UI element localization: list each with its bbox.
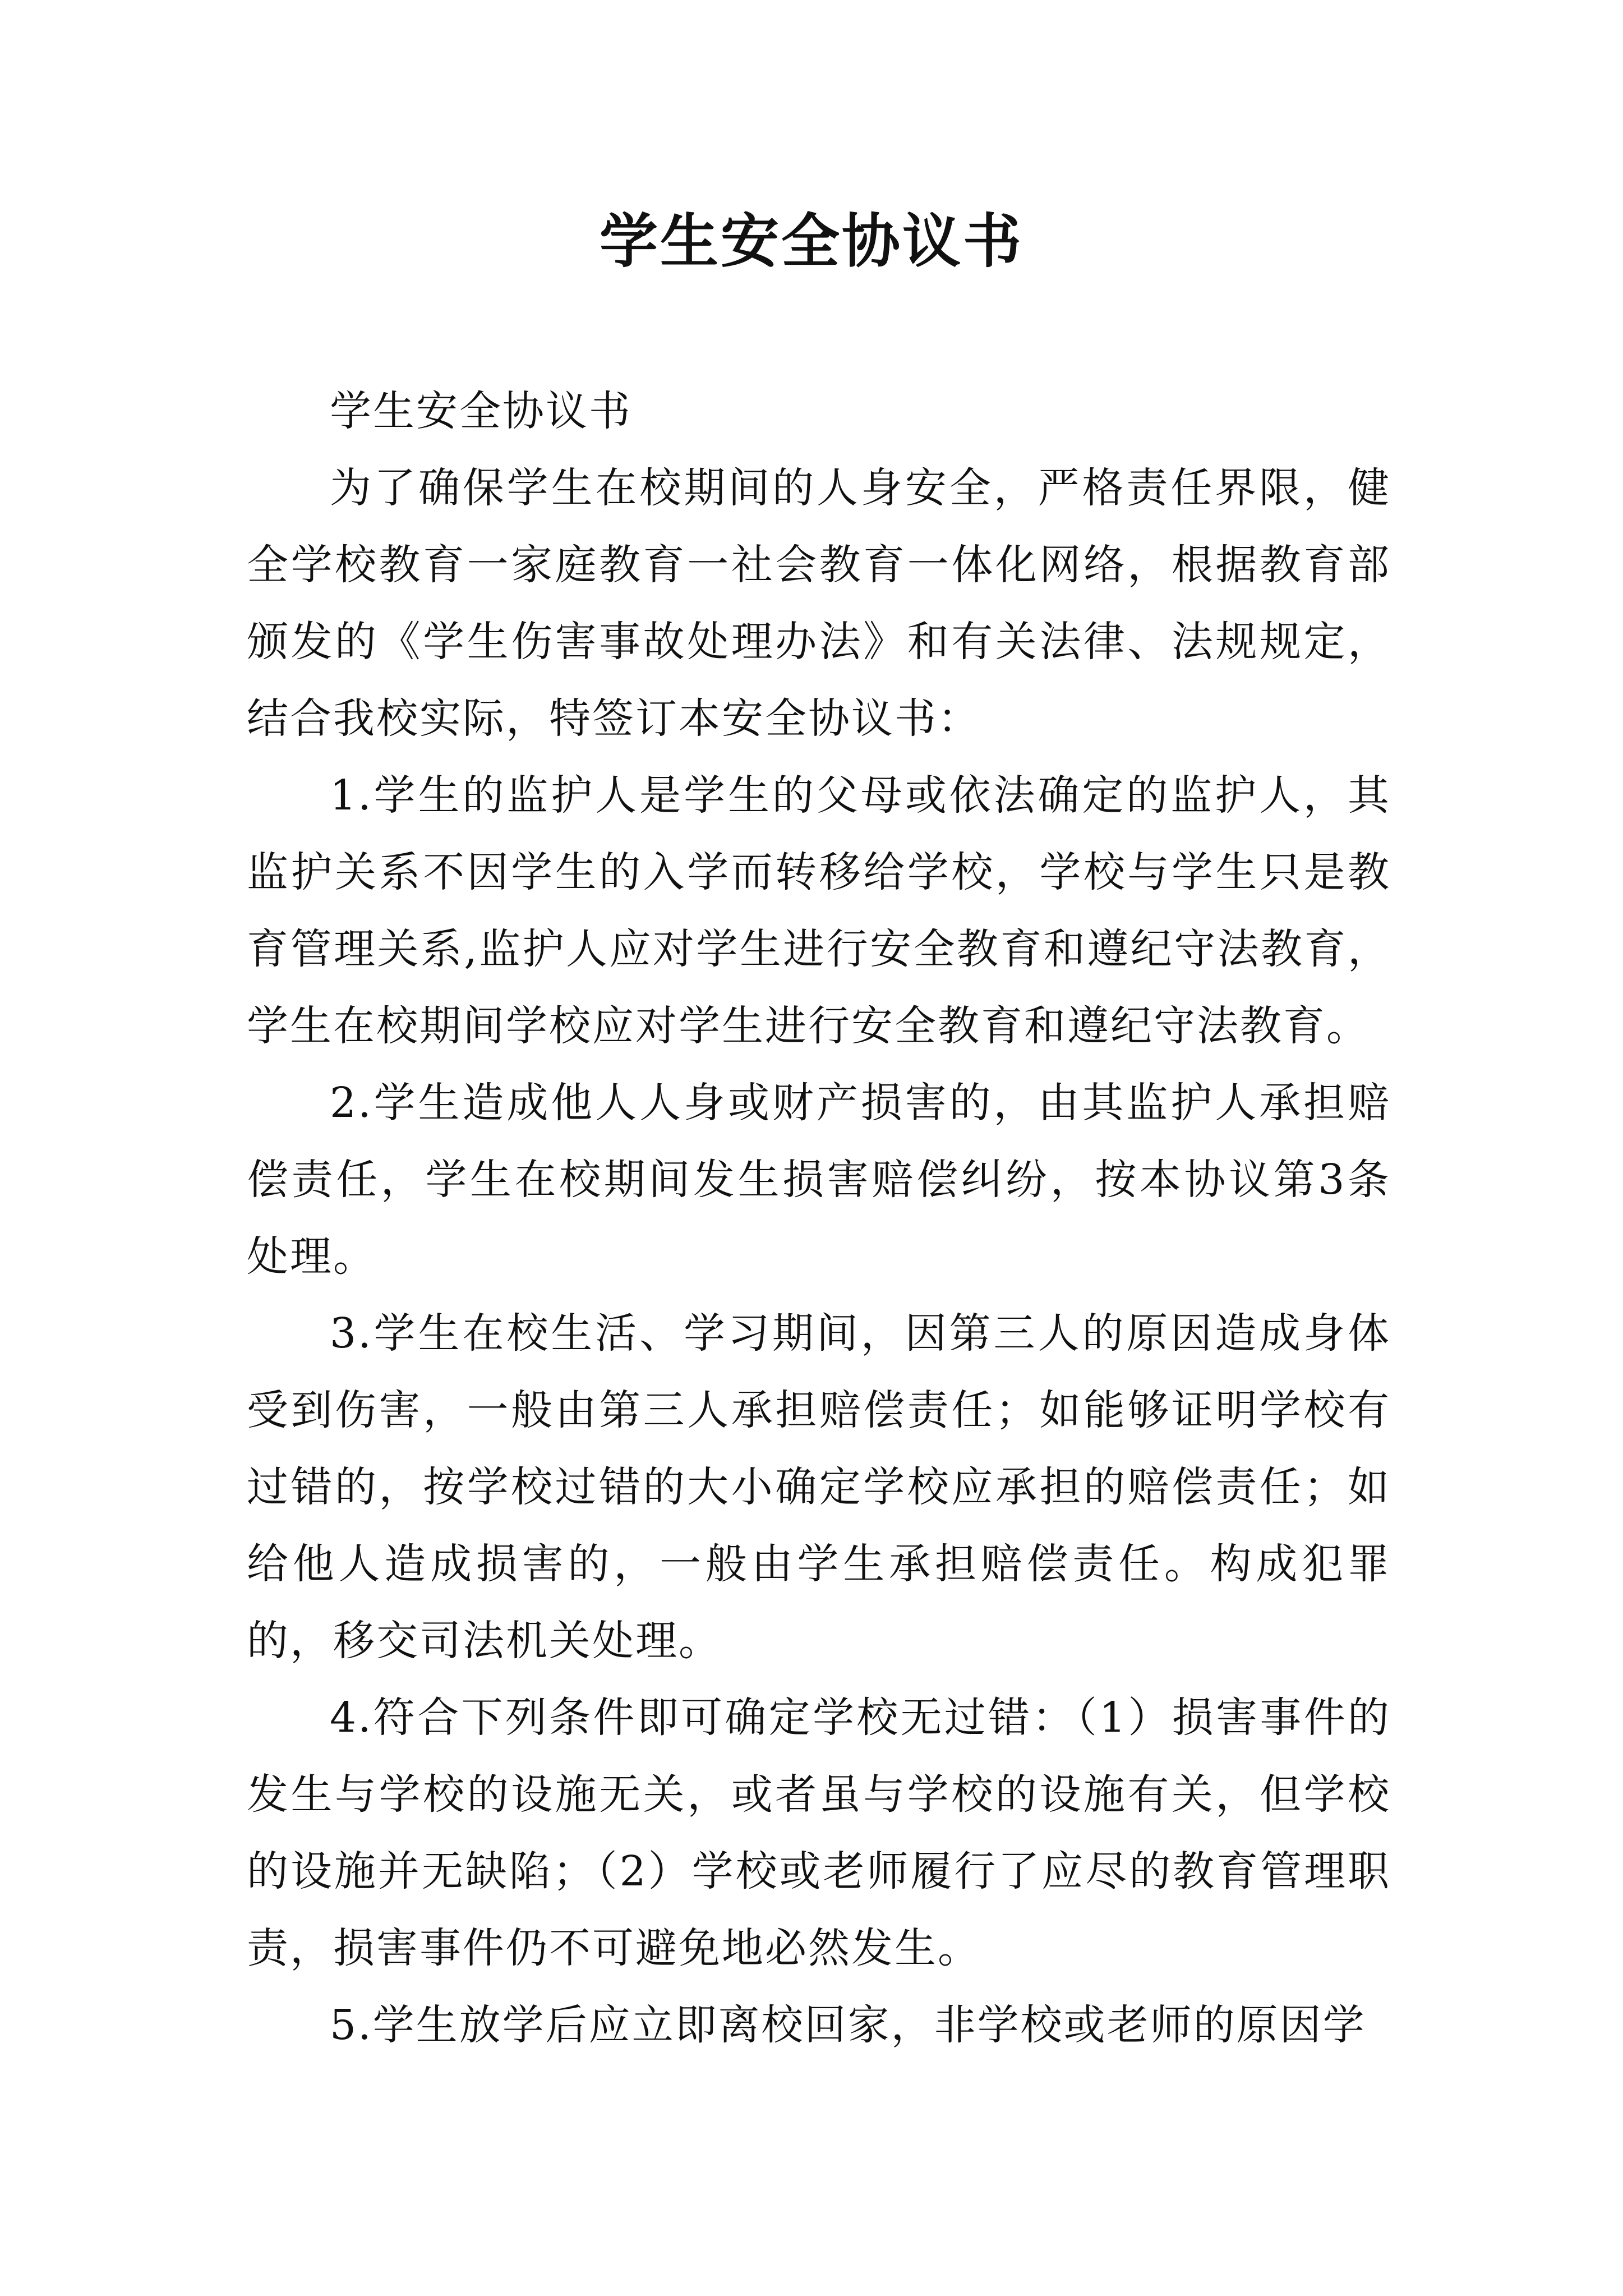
document-title: 学生安全协议书 — [599, 206, 1023, 275]
paragraph-clause-5: 5.学生放学后应立即离校回家，非学校或老师的原因学 — [330, 2001, 1366, 2049]
paragraph-intro: 为了确保学生在校期间的人身安全，严格责任界限，健全学校教育一家庭教育一社会教育一体化网络，根据教育部颁发的《学生伤害事故处理办法》和有关法律、法规规定，结合我校实际，特签订本安全协议书： — [247, 464, 1391, 743]
paragraph-clause-4: 4.符合下列条件即可确定学校无过错：（1）损害事件的发生与学校的设施无关，或者虽与学校的设施有关，但学校的设施并无缺陷；（2）学校或老师履行了应尽的教育管理职责，损害事件仍不可避免地必然发生。 — [247, 1694, 1391, 1972]
paragraph-clause-2: 2.学生造成他人人身或财产损害的，由其监护人承担赔偿责任，学生在校期间发生损害赔偿纠纷，按本协议第3条处理。 — [247, 1079, 1391, 1281]
paragraph-clause-1: 1.学生的监护人是学生的父母或依法确定的监护人，其监护关系不因学生的入学而转移给学校，学校与学生只是教育管理关系,监护人应对学生进行安全教育和遵纪守法教育，学生在校期间学校应对学生进行安全教育和遵纪守法教育。 — [247, 771, 1391, 1050]
paragraph-clause-3: 3.学生在校生活、学习期间，因第三人的原因造成身体受到伤害，一般由第三人承担赔偿责任；如能够证明学校有过错的，按学校过错的大小确定学校应承担的赔偿责任；如给他人造成损害的，一般由学生承担赔偿责任。构成犯罪的，移交司法机关处理。 — [247, 1309, 1391, 1665]
document-body — [247, 373, 1391, 2064]
paragraph-heading: 学生安全协议书 — [330, 387, 632, 435]
